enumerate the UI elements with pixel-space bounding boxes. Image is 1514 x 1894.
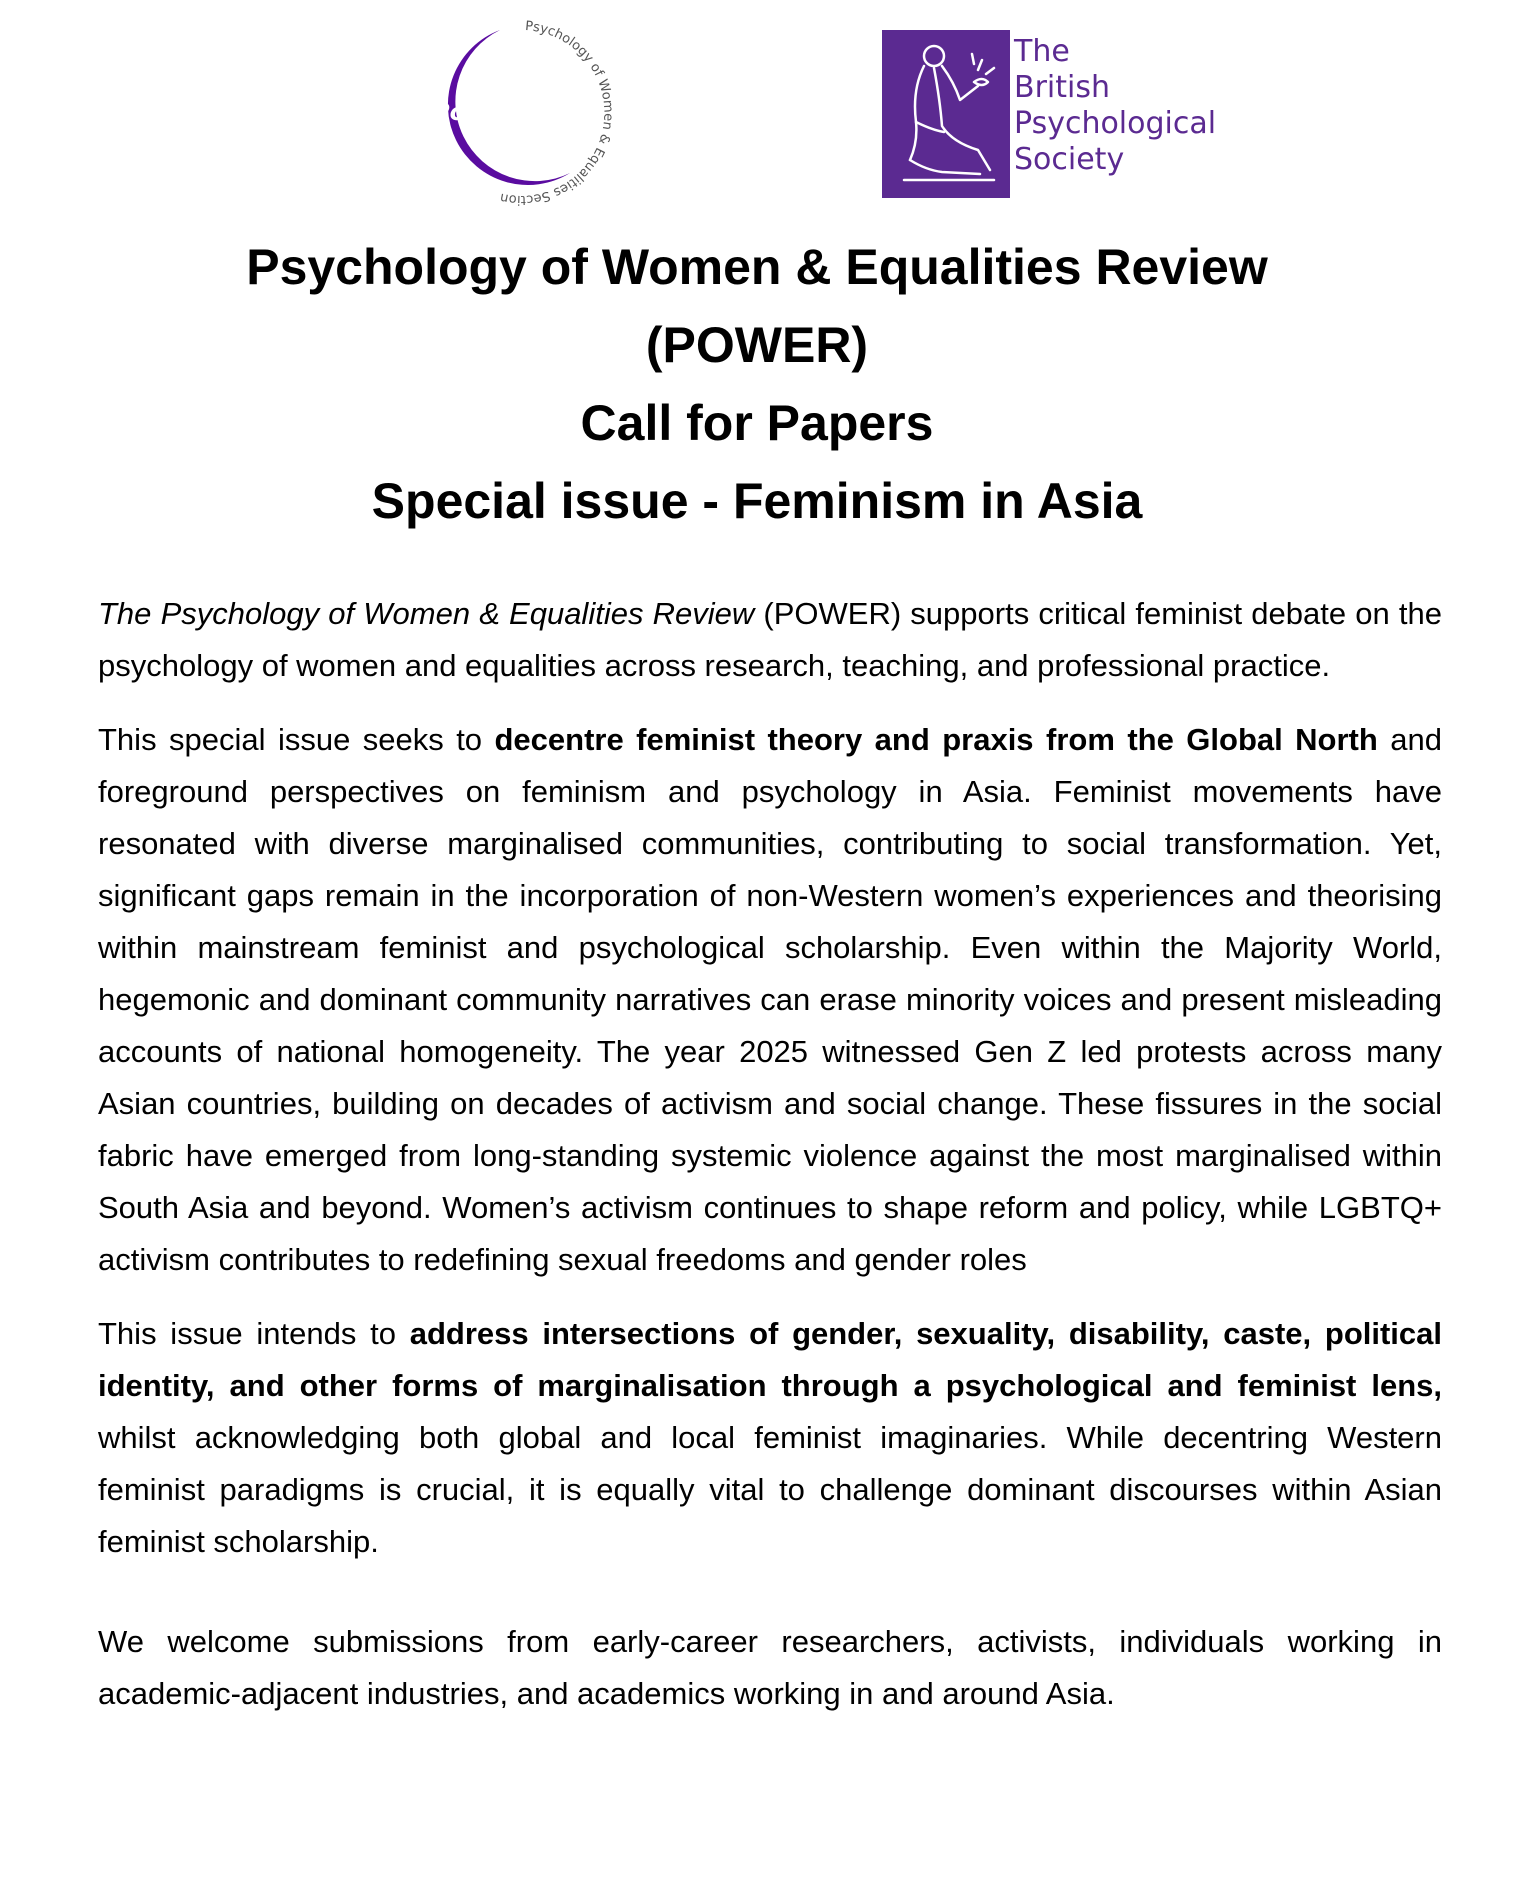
bps-logo — [882, 30, 1222, 200]
journal-name: The Psychology of Women & Equalities Review — [98, 596, 755, 631]
bps-name-line: British — [1014, 70, 1110, 105]
submissions-paragraph: We welcome submissions from early-career researchers, activists, individuals working in academic-adjacent industries, and academics working in and around Asia. — [98, 1624, 1442, 1711]
bps-name-line: Society — [1014, 142, 1125, 177]
logo-row — [0, 0, 1514, 210]
bps-name-line: The — [1014, 34, 1070, 69]
scope-emphasis: address intersections of gender, sexuality, disability, caste, political identity, and other forms of marginalisation through a psychological and feminist lens, — [98, 1316, 1443, 1403]
page-title-acronym: (POWER) — [645, 317, 869, 373]
call-for-papers-heading: Call for Papers — [580, 395, 934, 451]
powes-initials: PoWES — [432, 98, 527, 126]
bps-name-line: Psychological — [1014, 106, 1217, 141]
scope-text: whilst acknowledging both global and local feminist imaginaries. While decentring Western feminist paradigms is crucial, it is equally vital to challenge dominant discourses within Asian feminist scholarship. — [98, 1420, 1442, 1559]
scope-text-lead: This issue intends to — [98, 1316, 410, 1351]
page-title: Psychology of Women & Equalities Review — [246, 239, 1268, 295]
intro-text: (POWER) supports critical feminist debate on the psychology of women and equalities across research, teaching, and professional practice. — [98, 596, 1443, 683]
scope-paragraph — [98, 1308, 1442, 1568]
title-block — [0, 228, 1514, 540]
aims-text: and foreground perspectives on feminism and psychology in Asia. Feminist movements have resonated with diverse marginalised communities, contributing to social transformation. Yet, significant gaps remain in the incorporation of non-Western women’s experiences and theorising within mainstream feminist and psychological scholarship. Even within the Majority World, hegemonic and dominant community narratives can erase minority voices and present misleading accounts of national homogeneity. The year 2025 witnessed Gen Z led protests across many Asian countries, building on decades of activism and social change. These fissures in the social fabric have emerged from long-standing systemic violence against the most marginalised within South Asia and beyond. Women’s activism continues to shape reform and policy, while LGBTQ+ activism contributes to redefining sexual freedoms and gender roles — [98, 722, 1442, 1277]
body-text — [98, 588, 1442, 1742]
bps-emblem — [882, 30, 1010, 198]
intro-paragraph — [98, 588, 1442, 692]
powes-ring-text: Psychology of Women & Equalities Section — [498, 18, 616, 207]
bps-name — [1014, 34, 1216, 178]
aims-paragraph — [98, 714, 1442, 1286]
bps-figure-icon — [882, 30, 1010, 198]
powes-logo — [420, 8, 630, 218]
special-issue-heading: Special issue - Feminism in Asia — [371, 473, 1143, 529]
aims-emphasis: decentre feminist theory and praxis from the Global North — [494, 722, 1378, 757]
aims-text-lead: This special issue seeks to — [98, 722, 495, 757]
